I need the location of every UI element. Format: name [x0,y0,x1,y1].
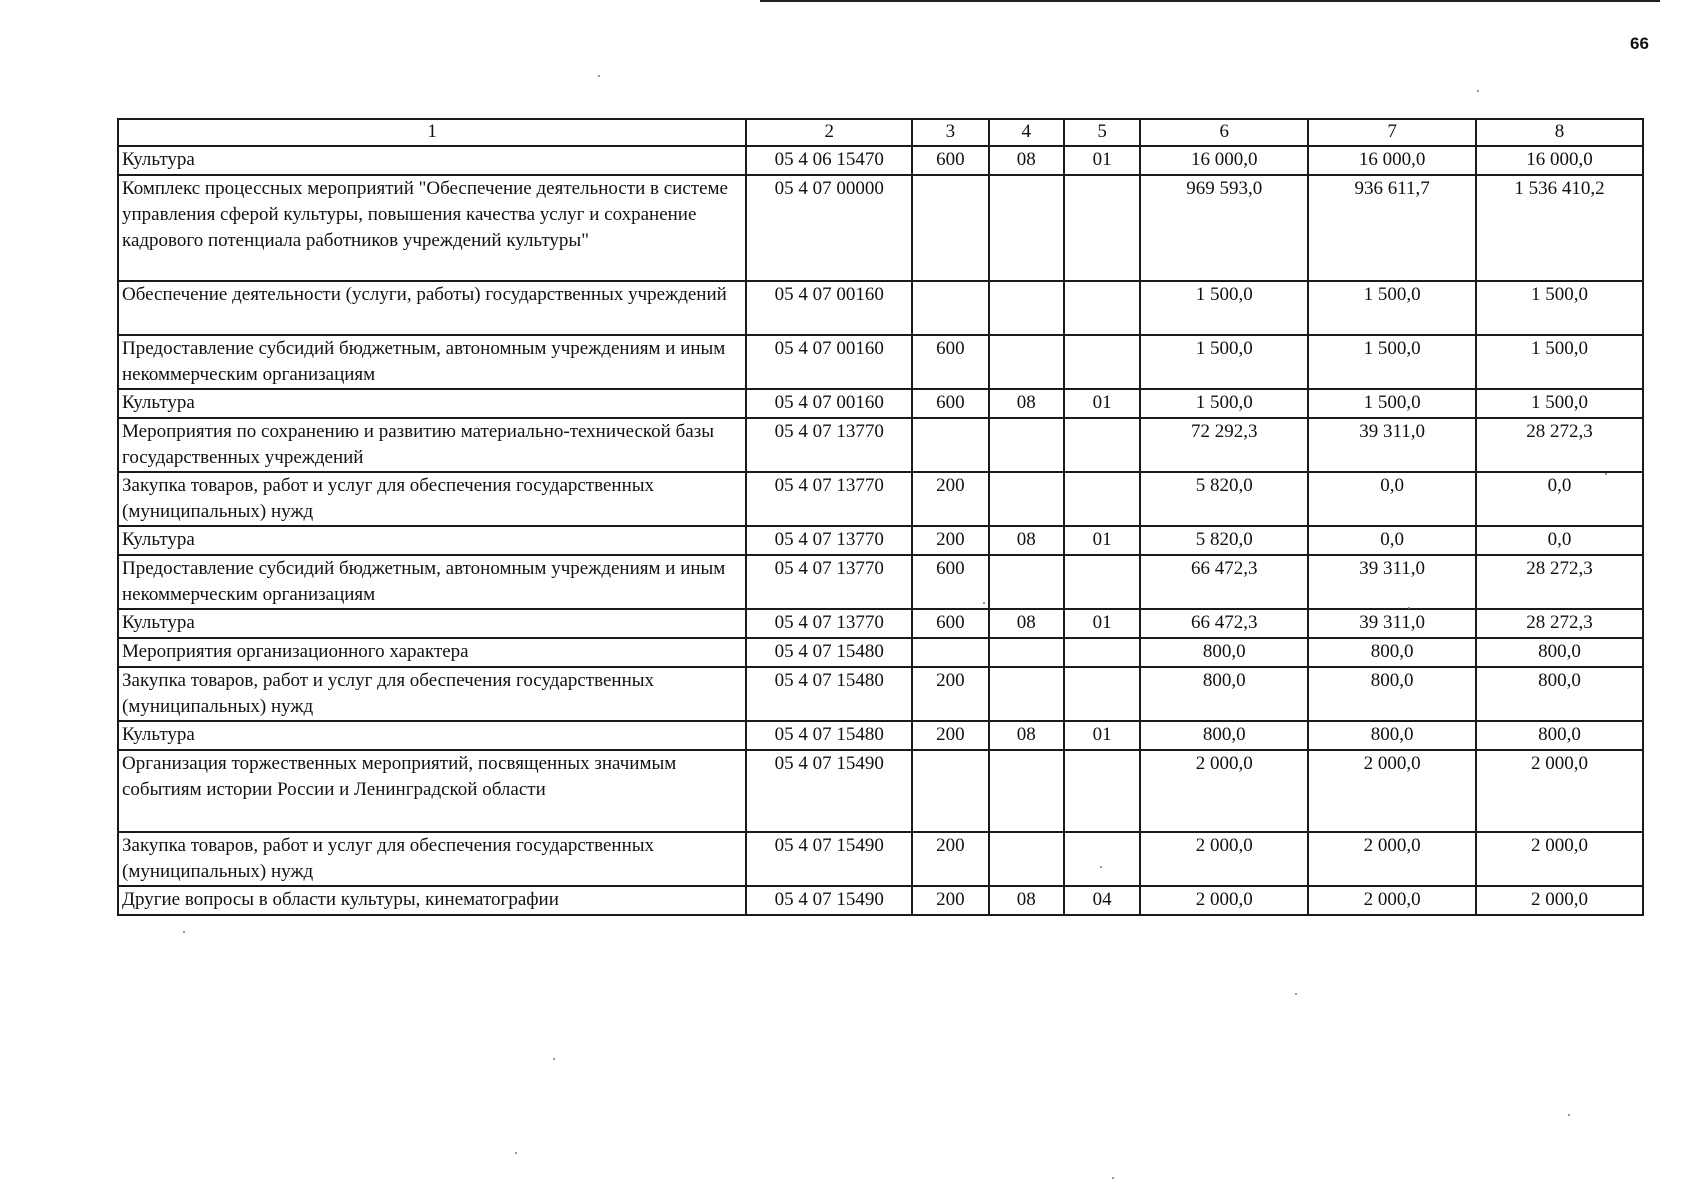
amount-col-8: 1 536 410,2 [1476,175,1643,281]
scan-speck [553,1058,555,1060]
table-row [118,418,1643,472]
row-name: Закупка товаров, работ и услуг для обеспечения государственных (муниципальных) нужд [118,472,746,526]
table-header-row [118,119,1643,146]
table-row [118,886,1643,915]
subsection-code: 01 [1064,389,1140,418]
table-row [118,281,1643,335]
amount-col-8: 0,0 [1476,472,1643,526]
amount-col-7: 800,0 [1308,638,1476,667]
subsection-code: 01 [1064,721,1140,750]
amount-col-8: 800,0 [1476,721,1643,750]
section-code: 08 [989,526,1064,555]
amount-col-6: 969 593,0 [1140,175,1308,281]
amount-col-6: 800,0 [1140,667,1308,721]
target-article-code: 05 4 07 13770 [746,472,912,526]
subsection-code [1064,175,1140,281]
section-code: 08 [989,609,1064,638]
row-name: Культура [118,721,746,750]
scan-speck [598,75,600,77]
row-name: Обеспечение деятельности (услуги, работы) государственных учреждений [118,281,746,335]
scan-speck [1605,473,1607,475]
amount-col-8: 2 000,0 [1476,886,1643,915]
expense-type: 600 [912,146,988,175]
row-name: Мероприятия по сохранению и развитию материально-технической базы государственных учреждений [118,418,746,472]
expense-type [912,175,988,281]
row-name: Комплекс процессных мероприятий "Обеспечение деятельности в системе управления сферой культуры, повышения качества услуг и сохранение кадрового потенциала работников учреждений культуры" [118,175,746,281]
subsection-code [1064,750,1140,832]
scan-speck [1100,866,1102,868]
amount-col-7: 0,0 [1308,526,1476,555]
amount-col-8: 2 000,0 [1476,750,1643,832]
amount-col-7: 2 000,0 [1308,832,1476,886]
column-header: 8 [1476,119,1643,146]
target-article-code: 05 4 07 00160 [746,281,912,335]
scan-speck [183,931,185,933]
row-name: Закупка товаров, работ и услуг для обеспечения государственных (муниципальных) нужд [118,667,746,721]
amount-col-6: 16 000,0 [1140,146,1308,175]
amount-col-6: 2 000,0 [1140,750,1308,832]
row-name: Мероприятия организационного характера [118,638,746,667]
target-article-code: 05 4 07 15490 [746,886,912,915]
row-name: Предоставление субсидий бюджетным, автономным учреждениям и иным некоммерческим организациям [118,335,746,389]
amount-col-6: 1 500,0 [1140,281,1308,335]
column-header: 7 [1308,119,1476,146]
expense-type: 600 [912,609,988,638]
scan-speck [515,1152,517,1154]
expense-type: 200 [912,886,988,915]
section-code [989,638,1064,667]
amount-col-6: 72 292,3 [1140,418,1308,472]
amount-col-7: 2 000,0 [1308,886,1476,915]
amount-col-6: 5 820,0 [1140,526,1308,555]
expense-type [912,638,988,667]
subsection-code [1064,667,1140,721]
amount-col-8: 28 272,3 [1476,555,1643,609]
row-name: Организация торжественных мероприятий, посвященных значимым событиям истории России и Ленинградской области [118,750,746,832]
section-code [989,281,1064,335]
amount-col-6: 2 000,0 [1140,886,1308,915]
amount-col-6: 5 820,0 [1140,472,1308,526]
target-article-code: 05 4 07 15490 [746,750,912,832]
scan-speck [983,602,985,604]
table-row [118,667,1643,721]
expense-type: 200 [912,472,988,526]
table-row [118,750,1643,832]
amount-col-6: 66 472,3 [1140,555,1308,609]
expense-type: 600 [912,389,988,418]
table-row [118,389,1643,418]
amount-col-8: 1 500,0 [1476,389,1643,418]
amount-col-6: 66 472,3 [1140,609,1308,638]
amount-col-7: 16 000,0 [1308,146,1476,175]
amount-col-8: 28 272,3 [1476,418,1643,472]
column-header: 4 [989,119,1064,146]
amount-col-7: 936 611,7 [1308,175,1476,281]
amount-col-7: 0,0 [1308,472,1476,526]
amount-col-7: 1 500,0 [1308,335,1476,389]
column-header: 2 [746,119,912,146]
expense-type: 200 [912,721,988,750]
amount-col-8: 800,0 [1476,638,1643,667]
table-row [118,832,1643,886]
expense-type: 200 [912,667,988,721]
subsection-code [1064,281,1140,335]
amount-col-7: 39 311,0 [1308,555,1476,609]
scan-speck [1408,607,1410,609]
target-article-code: 05 4 07 13770 [746,526,912,555]
column-header: 6 [1140,119,1308,146]
amount-col-6: 800,0 [1140,638,1308,667]
target-article-code: 05 4 07 00000 [746,175,912,281]
scan-speck [1477,90,1479,92]
row-name: Предоставление субсидий бюджетным, автономным учреждениям и иным некоммерческим организациям [118,555,746,609]
row-name: Культура [118,609,746,638]
subsection-code [1064,335,1140,389]
table-row [118,526,1643,555]
section-code [989,667,1064,721]
row-name: Закупка товаров, работ и услуг для обеспечения государственных (муниципальных) нужд [118,832,746,886]
amount-col-7: 1 500,0 [1308,389,1476,418]
expense-type: 600 [912,555,988,609]
amount-col-7: 800,0 [1308,721,1476,750]
section-code [989,555,1064,609]
target-article-code: 05 4 07 15490 [746,832,912,886]
amount-col-8: 2 000,0 [1476,832,1643,886]
amount-col-7: 2 000,0 [1308,750,1476,832]
amount-col-8: 1 500,0 [1476,281,1643,335]
expense-type: 200 [912,832,988,886]
row-name: Культура [118,146,746,175]
scan-speck [1295,993,1297,995]
subsection-code [1064,555,1140,609]
column-header: 5 [1064,119,1140,146]
table-row [118,175,1643,281]
amount-col-6: 2 000,0 [1140,832,1308,886]
target-article-code: 05 4 07 00160 [746,389,912,418]
top-rule [760,0,1660,2]
column-header: 3 [912,119,988,146]
scan-speck [1112,1177,1114,1179]
target-article-code: 05 4 07 15480 [746,667,912,721]
budget-table [117,118,1644,916]
expense-type [912,281,988,335]
scan-speck [1568,1114,1570,1116]
amount-col-6: 800,0 [1140,721,1308,750]
target-article-code: 05 4 07 13770 [746,418,912,472]
section-code: 08 [989,721,1064,750]
row-name: Культура [118,389,746,418]
amount-col-6: 1 500,0 [1140,335,1308,389]
page-number: 66 [1630,34,1649,53]
table-row [118,146,1643,175]
target-article-code: 05 4 07 13770 [746,555,912,609]
row-name: Культура [118,526,746,555]
table-row [118,335,1643,389]
amount-col-8: 16 000,0 [1476,146,1643,175]
table-row [118,638,1643,667]
amount-col-7: 1 500,0 [1308,281,1476,335]
table-row [118,472,1643,526]
expense-type [912,418,988,472]
amount-col-7: 39 311,0 [1308,418,1476,472]
subsection-code: 01 [1064,526,1140,555]
amount-col-6: 1 500,0 [1140,389,1308,418]
column-header: 1 [118,119,746,146]
section-code [989,832,1064,886]
target-article-code: 05 4 07 00160 [746,335,912,389]
subsection-code: 01 [1064,609,1140,638]
section-code: 08 [989,886,1064,915]
target-article-code: 05 4 06 15470 [746,146,912,175]
table-row [118,609,1643,638]
subsection-code [1064,832,1140,886]
amount-col-8: 800,0 [1476,667,1643,721]
section-code: 08 [989,146,1064,175]
subsection-code: 04 [1064,886,1140,915]
expense-type: 600 [912,335,988,389]
section-code: 08 [989,389,1064,418]
target-article-code: 05 4 07 13770 [746,609,912,638]
amount-col-7: 800,0 [1308,667,1476,721]
target-article-code: 05 4 07 15480 [746,638,912,667]
section-code [989,175,1064,281]
subsection-code [1064,418,1140,472]
expense-type [912,750,988,832]
subsection-code [1064,638,1140,667]
amount-col-8: 28 272,3 [1476,609,1643,638]
target-article-code: 05 4 07 15480 [746,721,912,750]
table-row [118,555,1643,609]
expense-type: 200 [912,526,988,555]
section-code [989,472,1064,526]
section-code [989,418,1064,472]
section-code [989,335,1064,389]
amount-col-8: 0,0 [1476,526,1643,555]
row-name: Другие вопросы в области культуры, кинематографии [118,886,746,915]
subsection-code [1064,472,1140,526]
amount-col-8: 1 500,0 [1476,335,1643,389]
subsection-code: 01 [1064,146,1140,175]
table-row [118,721,1643,750]
section-code [989,750,1064,832]
amount-col-7: 39 311,0 [1308,609,1476,638]
